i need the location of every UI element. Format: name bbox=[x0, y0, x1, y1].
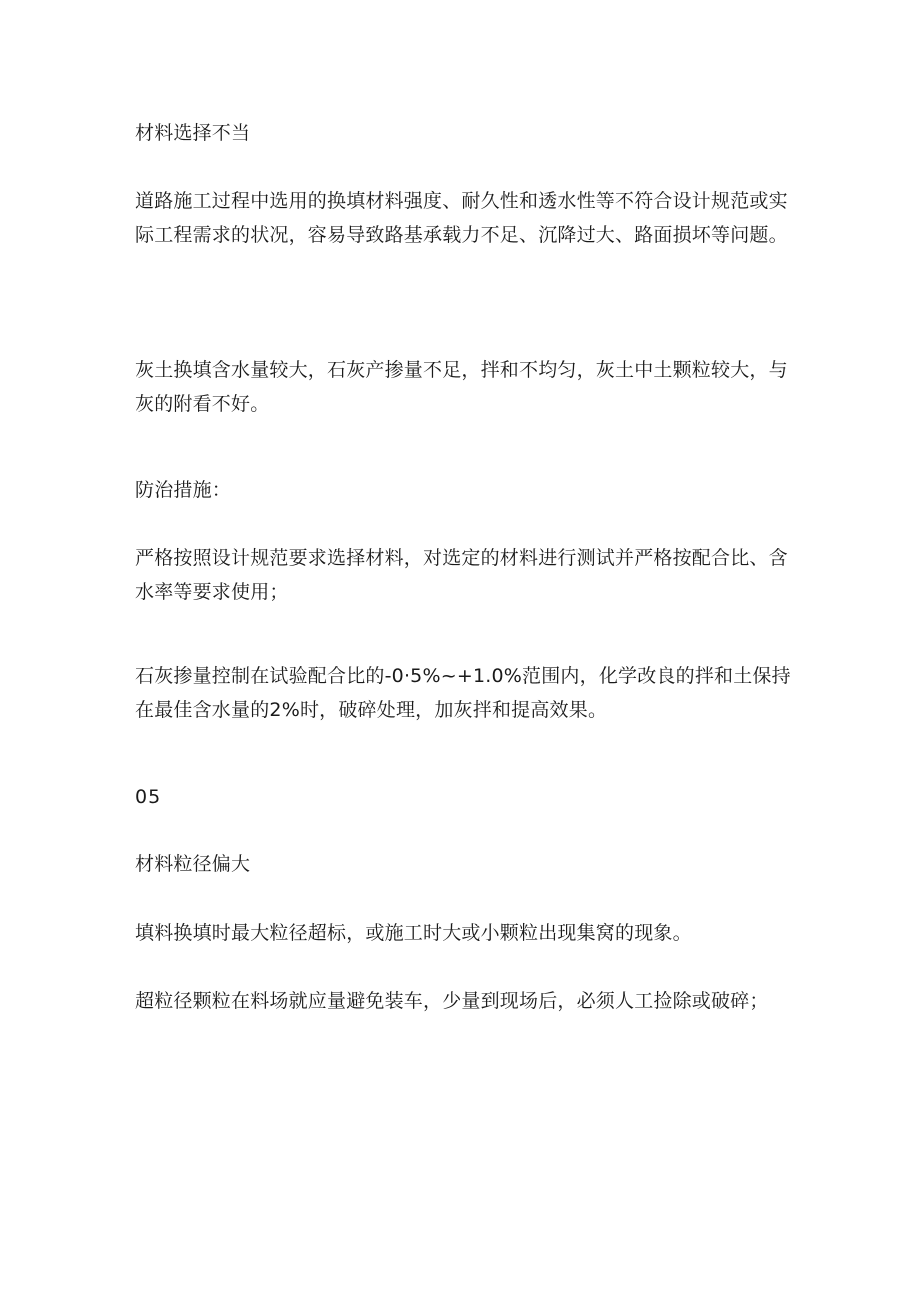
paragraph-material-selection-description: 道路施工过程中选用的换填材料强度、耐久性和透水性等不符合设计规范或实际工程需求的状况，容易导致路基承载力不足、沉降过大、路面损坏等问题。 bbox=[135, 190, 788, 246]
paragraph-measure-lime-dosage: 石灰掺量控制在试验配合比的-0·5%~+1.0%范围内，化学改良的拌和土保持在最佳含水量的2%时，破碎处理，加灰拌和提高效果。 bbox=[135, 665, 791, 721]
heading-prevention-measures: 防治措施： bbox=[135, 479, 232, 501]
paragraph-lime-soil-problem: 灰土换填含水量较大，石灰产掺量不足，拌和不均匀，灰土中土颗粒较大，与灰的附看不好。 bbox=[135, 359, 788, 415]
section-number: 05 bbox=[135, 786, 162, 808]
paragraph-oversized-measure: 超粒径颗粒在料场就应量避免装车，少量到现场后，必须人工捡除或破碎； bbox=[135, 990, 769, 1012]
paragraph-oversized-description: 填料换填时最大粒径超标，或施工时大或小颗粒出现集窝的现象。 bbox=[135, 922, 692, 944]
heading-oversized-particles: 材料粒径偏大 bbox=[135, 853, 251, 875]
paragraph-measure-material-selection: 严格按照设计规范要求选择材料，对选定的材料进行测试并严格按配合比、含水率等要求使用； bbox=[135, 547, 788, 603]
heading-material-selection: 材料选择不当 bbox=[135, 122, 251, 144]
